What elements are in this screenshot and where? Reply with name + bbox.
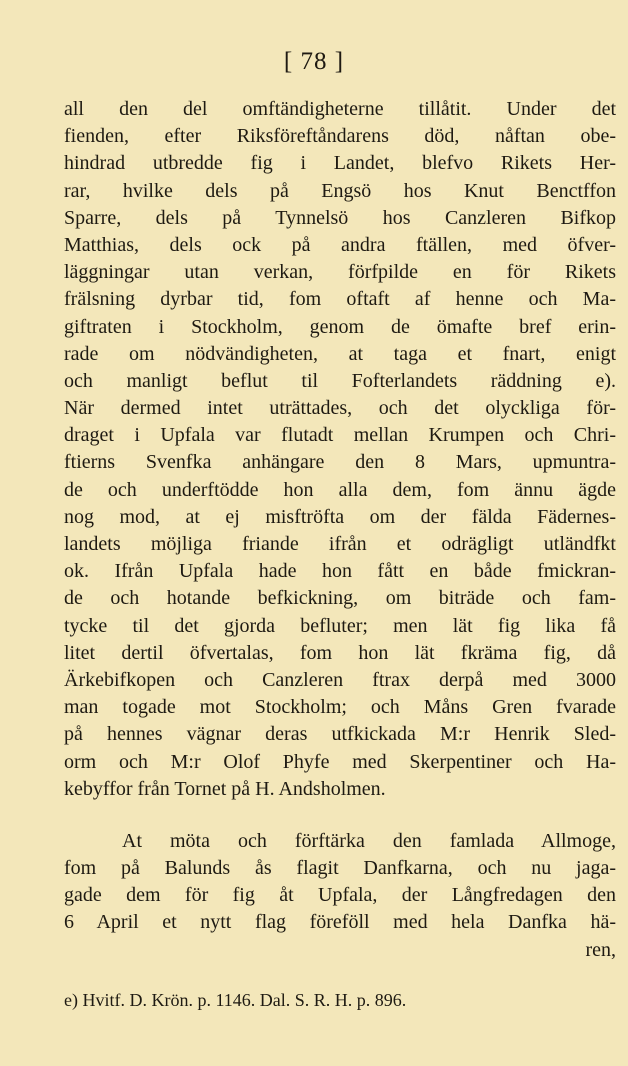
body-text (64, 96, 616, 964)
text-line: Matthias, dels ock på andra ftällen, med öfver- (64, 233, 616, 256)
footnote: e) Hvitf. D. Krön. p. 1146. Dal. S. R. H. p. 896. (64, 990, 407, 1010)
text-line: När dermed intet uträttades, och det olyckliga för- (64, 397, 616, 420)
text-line: all den del omftändigheterne tillåtit. Under det (64, 98, 616, 120)
text-line: giftraten i Stockholm, genom de ömafte bref erin- (64, 315, 616, 338)
text-line: på hennes vägnar deras utfkickada M:r Henrik Sled- (64, 723, 616, 746)
text-line: At möta och förftärka den famlada Allmoge, (122, 829, 616, 852)
text-line: nog mod, at ej misftröfta om der fälda Fädernes- (64, 505, 616, 528)
text-line: 6 April et nytt flag föreföll med hela Danfka hä- (64, 911, 616, 934)
text-line: läggningar utan verkan, förfpilde en för Rikets (64, 261, 616, 284)
text-line: fienden, efter Riksföreftåndarens död, nåftan obe- (64, 125, 616, 148)
text-line: kebyffor från Tornet på H. Andsholmen. (64, 777, 386, 800)
text-line: man togade mot Stockholm; och Måns Gren fvarade (64, 696, 616, 719)
text-line: orm och M:r Olof Phyfe med Skerpentiner och Ha- (64, 750, 616, 773)
paragraph-2 (64, 828, 616, 964)
text-line: de och underftödde hon alla dem, fom ännu ägde (64, 478, 616, 501)
text-line: Sparre, dels på Tynnelsö hos Canzleren Bifkop (64, 206, 616, 229)
text-line: fom på Balunds ås flagit Danfkarna, och nu jaga- (64, 857, 616, 880)
catchword: ren, (585, 938, 616, 961)
text-line: ok. Ifrån Upfala hade hon fått en både fmickran- (64, 560, 616, 583)
text-line: landets möjliga friande ifrån et odrägligt utländfkt (64, 533, 616, 555)
text-line: draget i Upfala var flutadt mellan Krumpen och Chri- (64, 424, 616, 447)
paragraph-1 (64, 96, 616, 803)
text-line: Ärkebifkopen och Canzleren ftrax derpå med 3000 (64, 668, 616, 691)
page-number: [ 78 ] (283, 48, 345, 75)
text-line: litet dertil öfvertalas, fom hon lät fkräma fig, då (64, 641, 616, 664)
text-line: gade dem för fig åt Upfala, der Långfredagen den (64, 884, 616, 907)
text-line: rade om nödvändigheten, at taga et fnart, enigt (64, 342, 616, 365)
text-line: hindrad utbredde fig i Landet, blefvo Rikets Her- (64, 152, 616, 175)
text-line: tycke til det gjorda befluter; men lät fig lika få (64, 614, 616, 637)
text-line: ftierns Svenfka anhängare den 8 Mars, upmuntra- (64, 451, 616, 474)
text-line: frälsning dyrbar tid, fom oftaft af henne och Ma- (64, 288, 616, 311)
paragraph-gap (64, 803, 616, 828)
text-line: rar, hvilke dels på Engsö hos Knut Benctffon (64, 179, 616, 202)
text-line: de och hotande befkickning, om biträde och fam- (64, 587, 616, 610)
text-line: och manligt beflut til Fofterlandets räddning e). (64, 369, 616, 392)
